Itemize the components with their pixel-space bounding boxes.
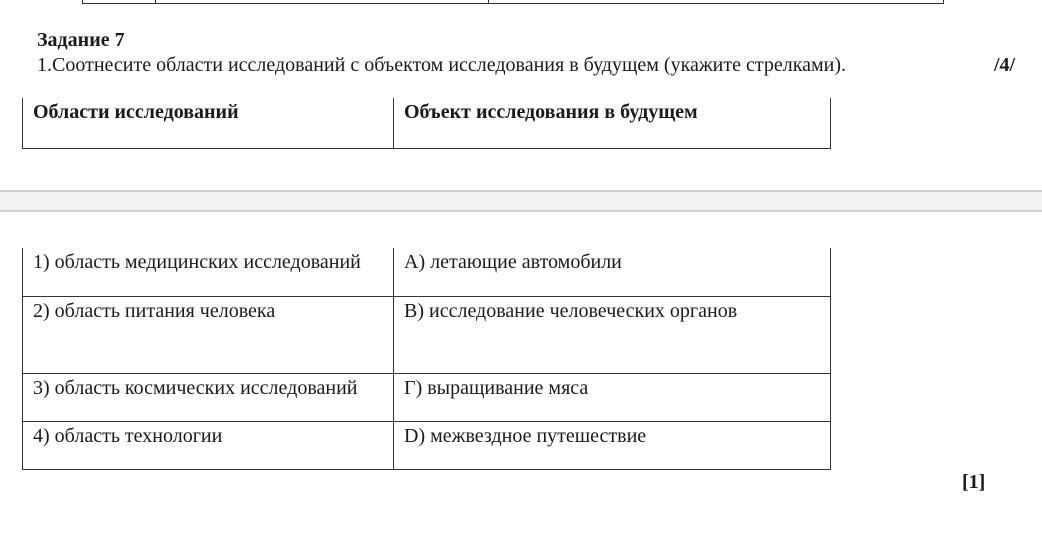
matching-table [22,248,831,470]
research-area-cell: 3) область космических исследований [23,374,394,422]
score-mark: [1] [962,471,986,493]
table-divider [943,0,944,3]
previous-table-remnant [82,0,944,4]
research-area-cell: 2) область питания человека [23,297,394,374]
table-row [23,374,831,422]
task-question: 1.Соотнесите области исследований с объектом исследования в будущем (укажите стрелками). [37,54,847,76]
research-area-cell: 4) область технологии [23,422,394,470]
header-future-objects: Объект исследования в будущем [394,98,831,149]
table-row [23,248,831,297]
future-object-cell: В) исследование человеческих органов [394,297,831,374]
table-header-row [23,98,831,149]
task-points: /4/ [994,54,1016,76]
future-object-cell: D) межвездное путешествие [394,422,831,470]
table-divider [82,0,83,3]
research-area-cell: 1) область медицинских исследований [23,248,394,297]
matching-table-header [22,98,831,149]
future-object-cell: А) летающие автомобили [394,248,831,297]
table-row [23,422,831,470]
header-research-areas: Области исследований [23,98,394,149]
task-title: Задание 7 [37,29,125,51]
table-row [23,297,831,374]
table-divider [488,0,489,3]
page-break [0,190,1042,212]
table-divider [155,0,156,3]
future-object-cell: Г) выращивание мяса [394,374,831,422]
